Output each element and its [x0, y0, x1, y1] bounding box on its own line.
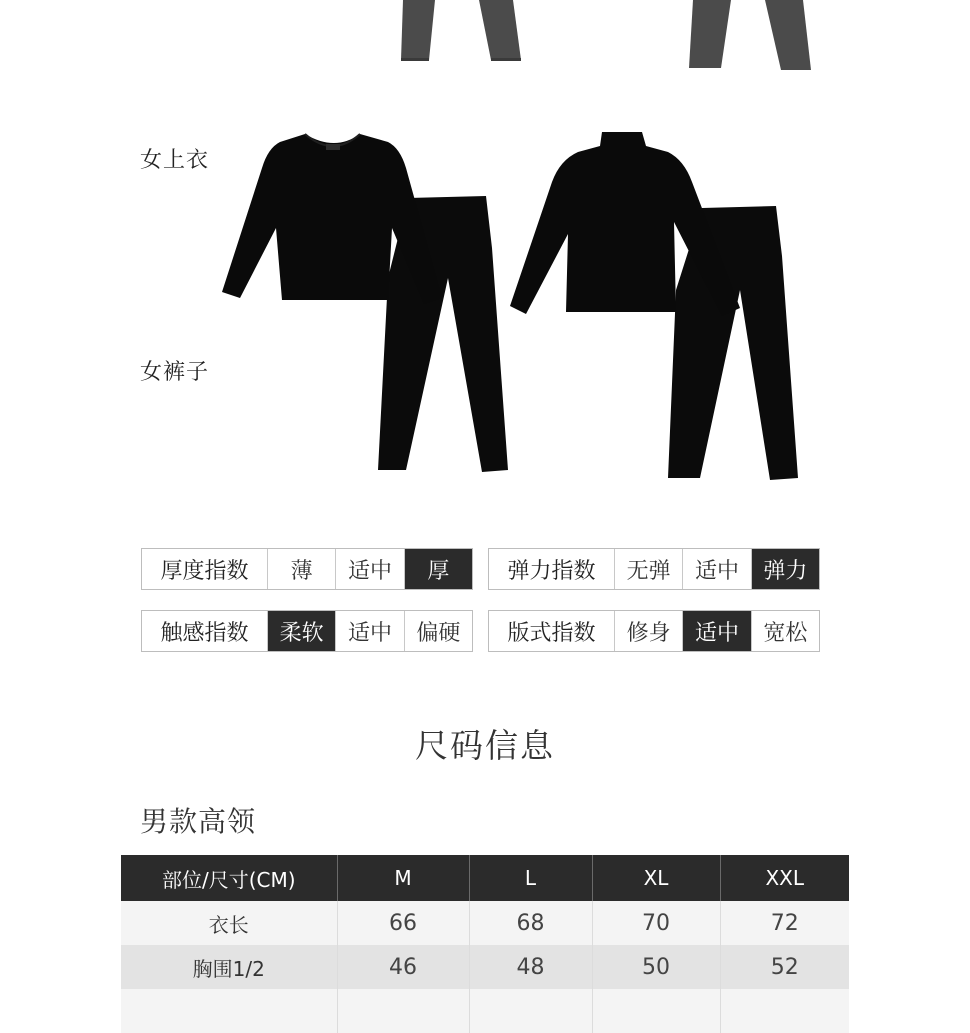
table-cell — [121, 989, 337, 1033]
table-cell — [337, 989, 469, 1033]
table-cell: 52 — [720, 945, 849, 989]
table-row — [121, 989, 849, 1033]
index-option: 无弹 — [614, 549, 682, 589]
table-cell: 46 — [337, 945, 469, 989]
table-header-cell: L — [469, 855, 592, 901]
table-header-cell: 部位/尺寸(CM) — [121, 855, 337, 901]
size-table-subtitle: 男款高领 — [140, 805, 257, 838]
label-women-top: 女上衣 — [140, 148, 210, 173]
table-header-cell: XL — [592, 855, 720, 901]
index-touch — [141, 610, 473, 652]
table-cell: 72 — [720, 901, 849, 945]
index-option-selected: 弹力 — [751, 549, 819, 589]
index-title: 弹力指数 — [507, 558, 596, 584]
index-option-selected: 柔软 — [267, 611, 335, 651]
round-neck-set-image — [220, 128, 520, 478]
table-row — [121, 901, 849, 945]
table-cell — [592, 989, 720, 1033]
table-cell: 50 — [592, 945, 720, 989]
size-table — [121, 855, 849, 1033]
index-option: 适中 — [335, 549, 403, 589]
index-title: 版式指数 — [507, 620, 596, 646]
table-cell: 70 — [592, 901, 720, 945]
index-elasticity — [488, 548, 820, 590]
index-option-selected: 适中 — [682, 611, 750, 651]
table-cell — [469, 989, 592, 1033]
index-option: 修身 — [614, 611, 682, 651]
label-women-pants: 女裤子 — [140, 360, 210, 385]
table-cell: 68 — [469, 901, 592, 945]
table-cell — [720, 989, 849, 1033]
grey-pants-right-image — [685, 0, 815, 75]
index-title: 厚度指数 — [160, 558, 249, 584]
size-info-heading: 尺码信息 — [415, 726, 555, 765]
table-cell: 48 — [469, 945, 592, 989]
index-option-selected: 厚 — [404, 549, 472, 589]
table-cell: 胸围1/2 — [121, 945, 337, 989]
index-option: 偏硬 — [404, 611, 472, 651]
index-option: 宽松 — [751, 611, 819, 651]
table-cell: 66 — [337, 901, 469, 945]
table-cell: 衣长 — [121, 901, 337, 945]
table-row — [121, 945, 849, 989]
index-option: 适中 — [335, 611, 403, 651]
index-option: 薄 — [267, 549, 335, 589]
index-title: 触感指数 — [160, 620, 249, 646]
high-neck-set-image — [508, 130, 808, 482]
grey-pants-left-image — [395, 0, 525, 65]
table-header-cell: M — [337, 855, 469, 901]
index-fit — [488, 610, 820, 652]
index-thickness — [141, 548, 473, 590]
table-header-cell: XXL — [720, 855, 849, 901]
table-header-row — [121, 855, 849, 901]
index-option: 适中 — [682, 549, 750, 589]
